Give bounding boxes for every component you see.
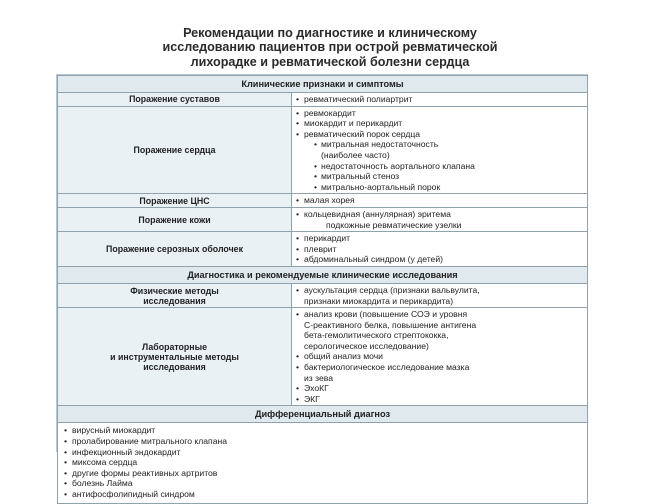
list-item: • ЭхоКГ [296,383,583,394]
row-label-joints: Поражение суставов [58,93,292,107]
list-item: • инфекционный эндокардит [64,447,581,458]
sub-list-item: • митральная недостаточность [296,139,583,150]
list-item: • антифосфолипидный синдром [64,489,581,500]
row-value-skin [292,207,588,231]
row-value-joints [292,93,588,107]
list-item: • кольцевидная (аннулярная) эритема [296,209,583,220]
row-value-heart [292,106,588,194]
row-value-physical [292,283,588,307]
section-diagnostics: Диагностика и рекомендуемые клинические исследования [58,266,588,283]
table-row [58,232,588,267]
list-item: подкожные ревматические узелки [326,219,462,230]
row-label-skin: Поражение кожи [58,207,292,231]
row-label-cns: Поражение ЦНС [58,194,292,208]
list-item-continuation: бета-гемолитического стрептококка, [304,330,449,341]
list-item: • ревматический полиартрит [296,94,583,105]
label-line: Лабораторные [141,341,207,352]
table-row [58,308,588,406]
row-label-serous: Поражение серозных оболочек [58,232,292,267]
list-item: • аускультация сердца (признаки вальвулита, [296,285,583,296]
list-item-continuation: признаки миокардита и перикардита) [304,295,454,306]
list-item: • малая хорея [296,195,583,206]
list-item: • перикардит [296,233,583,244]
title-line-1: Рекомендации по диагностике и клиническому [183,26,477,40]
section-differential: Дифференциальный диагноз [58,406,588,423]
list-item: • ревмокардит [296,108,583,119]
table-row [58,207,588,231]
row-value-cns [292,194,588,208]
row-label-physical [58,283,292,307]
list-item-continuation: С-реактивного белка, повышение антигена [304,319,477,330]
list-item-continuation: из зева [304,372,333,383]
list-item: • анализ крови (повышение СОЭ и уровня [296,309,583,320]
recommendations-table [57,75,588,504]
row-value-serous [292,232,588,267]
list-item: • общий анализ мочи [296,351,583,362]
list-item: • миокардит и перикардит [296,118,583,129]
section-header-row [58,266,588,283]
section-clinical: Клинические признаки и симптомы [58,76,588,93]
list-item: • плеврит [296,244,583,255]
list-item: • болезнь Лайма [64,478,581,489]
table-row [58,283,588,307]
label-line: Физические методы [130,285,219,296]
page-title [60,26,600,69]
row-value-lab [292,308,588,406]
row-label-lab [58,308,292,406]
differential-list [58,423,588,503]
sub-list-item: • недостаточность аортального клапана [296,161,583,172]
list-item: • миксома сердца [64,457,581,468]
list-item: • бактериологическое исследование мазка [296,362,583,373]
list-item: • ревматический порок сердца [296,129,583,140]
label-line: исследования [143,295,206,306]
table-row [58,106,588,194]
list-item: • абдоминальный синдром (у детей) [296,254,583,265]
row-label-heart: Поражение сердца [58,106,292,194]
label-line: и инструментальные методы [110,351,239,362]
list-item: • вирусный миокардит [64,425,581,436]
recommendations-table-card [56,74,588,499]
list-item: • другие формы реактивных артритов [64,468,581,479]
sub-list-item: • митрально-аортальный порок [296,182,583,193]
title-line-3: лихорадке и ревматической болезни сердца [190,54,470,69]
sub-list-item-continuation: (наиболее часто) [321,149,390,160]
sub-list-item: • митральный стеноз [296,171,583,182]
list-item-continuation: серологическое исследование) [304,340,429,351]
table-row [58,93,588,107]
table-row [58,194,588,208]
list-item: • ЭКГ [296,394,583,405]
section-header-row [58,406,588,423]
label-line: исследования [143,361,206,372]
table-row [58,423,588,503]
list-item: • пролабирование митрального клапана [64,436,581,447]
section-header-row [58,76,588,93]
title-line-2: исследованию пациентов при острой ревматической [162,40,498,55]
